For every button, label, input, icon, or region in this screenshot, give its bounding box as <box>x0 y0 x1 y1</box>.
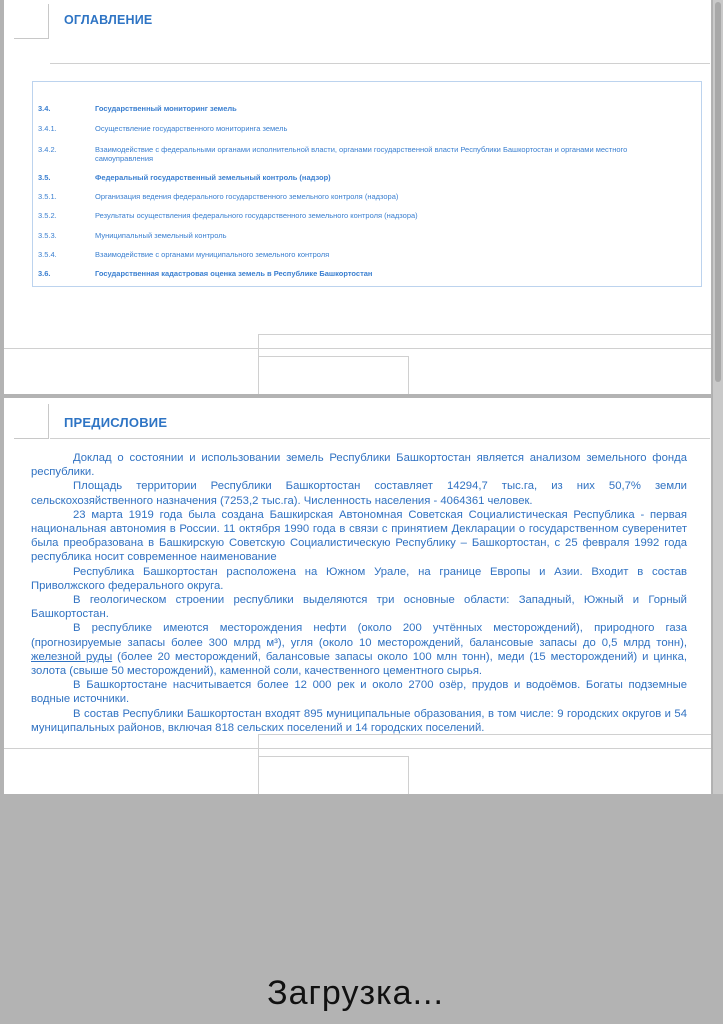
toc-item-text: Государственная кадастровая оценка земель в Республике Башкортостан <box>95 269 373 278</box>
header-divider <box>50 438 710 439</box>
toc-item-number: 3.5.3. <box>38 231 57 240</box>
page-footer-line <box>4 748 711 749</box>
vertical-scrollbar[interactable] <box>712 0 723 794</box>
preface-paragraph: Доклад о состоянии и использовании земель Республики Башкортостан является анализом земельного фонда республики. <box>31 452 687 479</box>
toc-item-text: Муниципальный земельный контроль <box>95 231 227 240</box>
page-footer-line <box>258 334 711 335</box>
toc-item-number: 3.4.1. <box>38 124 57 133</box>
page-corner-mark <box>14 404 49 439</box>
page-footer-line <box>258 756 408 757</box>
loading-label: Загрузка... <box>267 974 444 1012</box>
page-footer-divider <box>408 756 409 794</box>
header-divider <box>50 63 710 64</box>
toc-item-text: Осуществление государственного мониторинга земель <box>95 124 288 133</box>
toc-item-text: Результаты осуществления федерального государственного земельного контроля (надзора) <box>95 211 418 220</box>
preface-paragraph: Республика Башкортостан расположена на Южном Урале, на границе Европы и Азии. Входит в состав Приволжского федерального округа. <box>31 565 687 592</box>
toc-item-text: Взаимодействие с органами муниципального земельного контроля <box>95 250 330 259</box>
scrollbar-thumb[interactable] <box>715 2 721 382</box>
preface-paragraph: В Башкортостане насчитывается более 12 000 рек и около 2700 озёр, прудов и водоёмов. Богаты подземные водные источники. <box>31 679 687 706</box>
preface-paragraph: 23 марта 1919 года была создана Башкирская Автономная Советская Социалистическая Республика - первая национальная автономия в России. 11 октября 1990 года в связи с принятием Декларации о государственном суверенитет была преобразована в Башкирскую Советскую Социалистическую Республику – Башкортостан, с 25 февраля 1992 года республика носит современное наименование <box>31 508 687 564</box>
preface-body <box>31 451 687 735</box>
preface-paragraph: В геологическом строении республики выделяются три основные области: Западный, Южный и Горный Башкортостан. <box>31 594 687 621</box>
toc-item-text: Федеральный государственный земельный контроль (надзор) <box>95 173 331 182</box>
preface-paragraph: В состав Республики Башкортостан входят 895 муниципальные образования, в том числе: 9 городских округов и 54 муниципальных районов, включая 818 сельских поселений и 14 городских поселений. <box>31 707 687 734</box>
iron-ore-link[interactable]: железной руды <box>31 650 113 663</box>
toc-item-text: Государственный мониторинг земель <box>95 104 237 113</box>
toc-item-text: Взаимодействие с федеральными органами исполнительной власти, органами государственной власти Республики Башкортостан и органами местного самоуправления <box>95 145 628 163</box>
document-page-preface <box>4 398 711 794</box>
page-footer-divider <box>258 334 259 394</box>
toc-item-text: Организация ведения федерального государственного земельного контроля (надзора) <box>95 192 399 201</box>
page-footer-divider <box>258 734 259 794</box>
preface-title: ПРЕДИСЛОВИЕ <box>64 415 168 430</box>
page-corner-mark <box>14 4 49 39</box>
toc-item-number: 3.5.4. <box>38 250 57 259</box>
preface-text: (более 20 месторождений, балансовые запасы около 100 млн тонн), меди (15 месторождений) и цинка, золота (свыше 50 месторождений), каменной соли, качественного цементного сырья. <box>31 650 687 678</box>
page-footer-divider <box>408 356 409 394</box>
toc-item-number: 3.6. <box>38 269 51 278</box>
toc-item-number: 3.4. <box>38 104 51 113</box>
toc-item-number: 3.5.1. <box>38 192 57 201</box>
page-footer-line <box>258 734 711 735</box>
toc-item-number: 3.4.2. <box>38 145 57 154</box>
page-footer-line <box>4 348 711 349</box>
preface-paragraph <box>31 621 687 678</box>
preface-paragraph: Площадь территории Республики Башкортостан составляет 14294,7 тыс.га, из них 50,7% земли сельскохозяйственного назначения (7253,2 тыс.га). Численность населения - 4064361 человек. <box>31 480 687 507</box>
toc-item-number: 3.5.2. <box>38 211 57 220</box>
preface-text: В республике имеются месторождения нефти (около 200 учтённых месторождений), природного газа (прогнозируемые запасы более 300 млрд м³), угля (около 10 месторождений, балансовые запасы до 0,5 млрд тонн), <box>31 622 687 649</box>
page-footer-line <box>258 356 408 357</box>
toc-table <box>32 81 702 287</box>
document-page-toc <box>4 0 711 394</box>
toc-title: ОГЛАВЛЕНИЕ <box>64 13 153 27</box>
toc-item-number: 3.5. <box>38 173 51 182</box>
